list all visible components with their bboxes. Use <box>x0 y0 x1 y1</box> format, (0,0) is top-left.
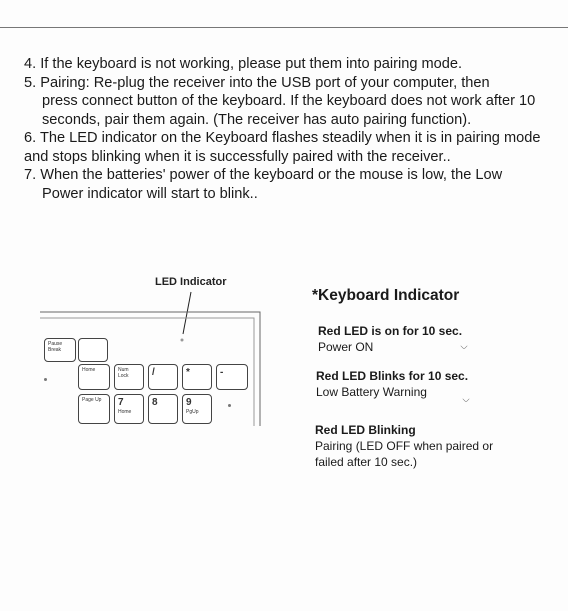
dot-mark <box>44 378 47 381</box>
instruction-5 <box>24 74 554 130</box>
pause-break-key <box>44 338 76 362</box>
instruction-7-line: 7. When the batteries' power of the keyboard or the mouse is low, the Low <box>24 167 503 183</box>
slash-label: / <box>152 367 155 378</box>
keyboard-indicator-title: *Keyboard Indicator <box>312 287 460 304</box>
home-key-label: Home <box>82 367 96 373</box>
asterisk-label: * <box>186 367 190 378</box>
minus-key <box>216 364 248 390</box>
blink-icon: ⸌⸍ <box>462 397 470 407</box>
dot-mark <box>228 404 231 407</box>
state-low-battery <box>316 368 556 400</box>
instructions-list <box>24 55 554 203</box>
eight-label: 8 <box>152 397 158 408</box>
minus-label: - <box>220 367 224 378</box>
instruction-6: 6. The LED indicator on the Keyboard flashes steadily when it is in pairing mode and stops blinking when it is successfully paired with the receiver.. <box>24 130 541 165</box>
state-pairing <box>315 422 520 470</box>
blank-key <box>78 338 108 362</box>
state-low-battery-desc: Low Battery Warning <box>316 385 427 399</box>
num-lock-label: Num Lock <box>118 367 129 379</box>
instruction-4: 4. If the keyboard is not working, please put them into pairing mode. <box>24 56 463 72</box>
nine-sub-label: PgUp <box>186 409 199 415</box>
state-pairing-head: Red LED Blinking <box>315 423 416 437</box>
state-power-on <box>318 323 553 355</box>
num-lock-key <box>114 364 144 390</box>
asterisk-key <box>182 364 212 390</box>
keyboard-diagram <box>38 270 273 440</box>
state-power-on-head: Red LED is on for 10 sec. <box>318 324 463 338</box>
state-power-on-desc: Power ON <box>318 340 374 354</box>
nine-key <box>182 394 212 424</box>
led-indicator-label: LED Indicator <box>155 276 227 288</box>
seven-sub-label: Home <box>118 409 132 415</box>
pause-break-label: Pause Break <box>48 341 63 353</box>
instruction-5-line: 5. Pairing: Re-plug the receiver into the USB port of your computer, then <box>24 74 490 91</box>
blink-icon: ⸌⸍ <box>460 344 468 354</box>
seven-label: 7 <box>118 397 124 408</box>
instruction-7-cont: Power indicator will start to blink.. <box>42 185 258 202</box>
instruction-7 <box>24 166 554 203</box>
state-pairing-desc: Pairing (LED OFF when paired or failed after 10 sec.) <box>315 439 494 469</box>
instruction-5-cont: press connect button of the keyboard. If the keyboard does not work after 10 seconds, pair them again. (The receiver has auto pairing function). <box>42 93 536 128</box>
seven-key <box>114 394 144 424</box>
state-low-battery-head: Red LED Blinks for 10 sec. <box>316 369 469 383</box>
top-rule <box>0 27 568 28</box>
page-up-label: Page Up <box>82 397 102 403</box>
nine-label: 9 <box>186 397 192 408</box>
home-key <box>78 364 110 390</box>
eight-key <box>148 394 178 424</box>
page-up-key <box>78 394 110 424</box>
slash-key <box>148 364 178 390</box>
